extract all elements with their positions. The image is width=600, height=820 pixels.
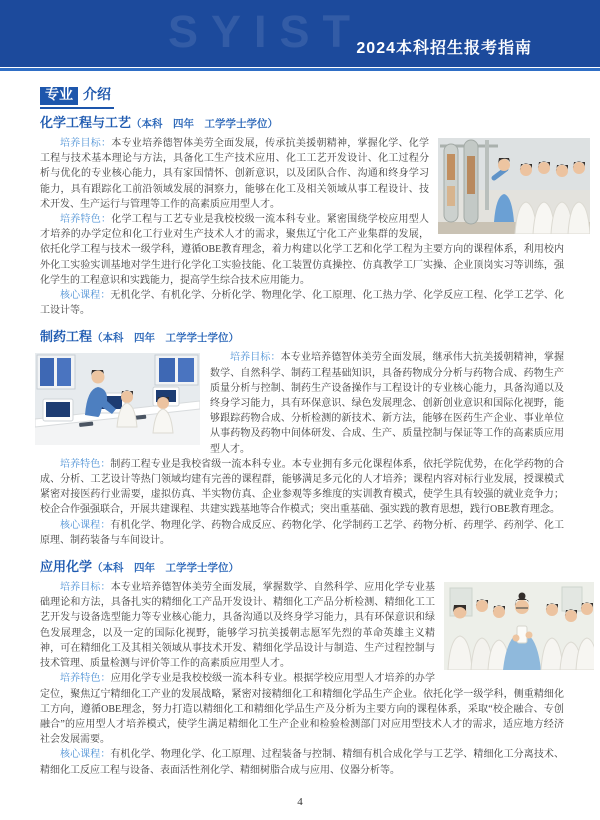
paragraph-text: 化学工程与工艺专业是我校校级一流本科专业。紧密围绕学校应用型人才培养的办学定位和化工行业对生产技术人才的需求，聚焦辽宁化工产业集群的发展，依托化学工程与技术一级学科，遵循OBE教育理念，着力构建以化学工艺和化学工程为主要方向的课程体系，利用校内外化工实验实训基地对学生进行化学化工实验技能、化工装置仿真操控、仿真教学工厂实操、企业顶岗实习等训练，强化学生的工程意识和实践能力，提高学生综合技术应用能力。 [40,214,564,286]
core-courses-paragraph [40,747,564,777]
lab-photo-illustration [438,138,590,234]
paragraph-label: 培养目标： [60,138,112,149]
section-chemical-engineering [40,114,564,318]
major-name: 制药工程 [40,329,93,345]
core-courses-paragraph [40,518,564,548]
paragraph-label: 培养目标： [60,582,111,594]
paragraph-text: 制药工程专业是我校省级一流本科专业。本专业拥有多元化课程体系，依托学院优势，在化学药物的合成、分析、工艺设计等热门领域均建有完善的课程群，能够满足多元化的人才培养；课程内容对标行业发展，授课模式紧密对接医药行业需要，虚拟仿真、半实物仿真、企业参观等多维度的实训教育模式，使学生具有较强的就业竞争力；校企合作强强联合，开展共建课程、共建实践基地等合作模式；突出重基础、强实践的教育思想，践行OBE教育理念。 [40,458,565,516]
paragraph-label: 培养目标： [230,352,281,364]
guide-title: 2024本科招生报考指南 [356,40,532,57]
paragraph-label: 培养特色： [60,214,112,226]
paragraph-text: 无机化学、有机化学、分析化学、物理化学、化工原理、化工热力学、化学反应工程、化学工艺学、化工设计等。 [40,290,565,317]
header-accent-line [0,68,600,71]
page-title-rest: 介绍 [83,88,111,103]
training-feature-paragraph [40,671,564,747]
major-meta: （本科 四年 工学学士学位） [131,119,279,130]
chemical-engineering-lab-photo [438,138,590,234]
pharmaceutical-engineering-lab-photo [35,353,200,445]
major-meta: （本科 四年 工学学士学位） [92,333,240,345]
page-title-highlight: 专业 [40,87,78,105]
syist-watermark: SYIST [168,6,364,57]
paragraph-label: 培养特色： [60,458,111,470]
paragraph-text: 本专业培养德智体美劳全面发展，继承伟大抗美援朝精神，掌握数学、自然科学、制药工程基础知识，具备药物成分分析与药物合成、药物生产质量分析与控制、制药生产设备操作与工程设计的专业核心能力，具备沟通以及终身学习能力，具有环保意识、绿色发展理念、创新创业意识和国际化视野，能够跟踪药物合成、分析检测的新技术、新方法，能够在医药生产企业、事业单位从事药物及药物中间体研发、合成、生产、质量控制与保证等工作的高素质应用型人才。 [210,352,564,455]
major-name: 化学工程与工艺 [40,115,132,130]
page-header [0,0,600,68]
paragraph-text: 本专业培养德智体美劳全面发展，掌握数学、自然科学、应用化学专业基础理论和方法，具备扎实的精细化工产品开发设计、精细化工产品分析检测、精细化工工艺开发与设备选型能力等专业核心能力，具备沟通以及终身学习能力，具有环保意识和绿色发展理念，以及一定的国际化视野，能够学习抗美援朝志愿军先烈的革命英雄主义精神，可在精细化工及其相关领域从事技术开发、精细化学品设计与制造、生产过程控制与技术管理、质量检测与评价等工作的高素质应用型人才。 [40,582,436,670]
section-title [40,114,564,133]
simulation-lab-illustration [35,353,200,445]
group-demo-illustration [444,582,594,670]
paragraph-text: 有机化学、物理化学、化工原理、过程装备与控制、精细有机合成化学与工艺学、精细化工分离技术、精细化工反应工程与设备、表面活性剂化学、精细树脂合成与应用、仪器分析等。 [40,749,565,776]
section-pharmaceutical-engineering [40,328,564,548]
training-feature-paragraph [40,457,564,518]
page-number [0,796,600,808]
paragraph-text: 应用化学专业是我校校级一流本科专业。根据学校应用型人才培养的办学定位，聚焦辽宁精细化工产业的发展战略，紧密对接精细化工和精细化学品生产企业。依托化学一级学科，侧重精细化工方向，遵循OBE理念，努力打造以精细化工和精细化学品生产及分析为主要方向的课程体系，采取“校企融合、专创融合”的应用型人才培养模式，使学生满足精细化工生产企业和检验检测部门对应用型技术人才的需求，适应地方经济社会发展需要。 [40,673,564,746]
paragraph-label: 核心课程： [60,519,111,531]
paragraph-label: 核心课程： [60,749,111,761]
major-meta: （本科 四年 工学学士学位） [92,563,240,575]
section-applied-chemistry [40,558,564,778]
paragraph-label: 核心课程： [60,290,111,302]
applied-chemistry-lab-photo [444,582,594,670]
section-title [40,558,564,577]
section-title [40,328,564,347]
page-number-value: 4 [297,796,303,808]
major-name: 应用化学 [40,559,93,575]
page-title [40,84,114,109]
paragraph-label: 培养特色： [60,673,111,685]
core-courses-paragraph [40,288,564,318]
paragraph-text: 有机化学、物理化学、药物合成反应、药物化学、化学制药工艺学、药物分析、药理学、药剂学、化工原理、制药装备与车间设计。 [40,519,565,546]
paragraph-text: 本专业培养德智体美劳全面发展，传承抗美援朝精神，掌握化学、化学工程与技术基本理论与方法，具备化工生产技术应用、化工工艺开发设计、化工过程分析与优化的专业核心能力，具有家国情怀、创新意识，以及团队合作、沟通和终身学习能力，具有跟踪化工前沿领域发展的洞察力，能够在化工及相关领域从事工程设计、技术开发、生产运行与管理等工作的高素质应用型人才。 [40,138,430,210]
